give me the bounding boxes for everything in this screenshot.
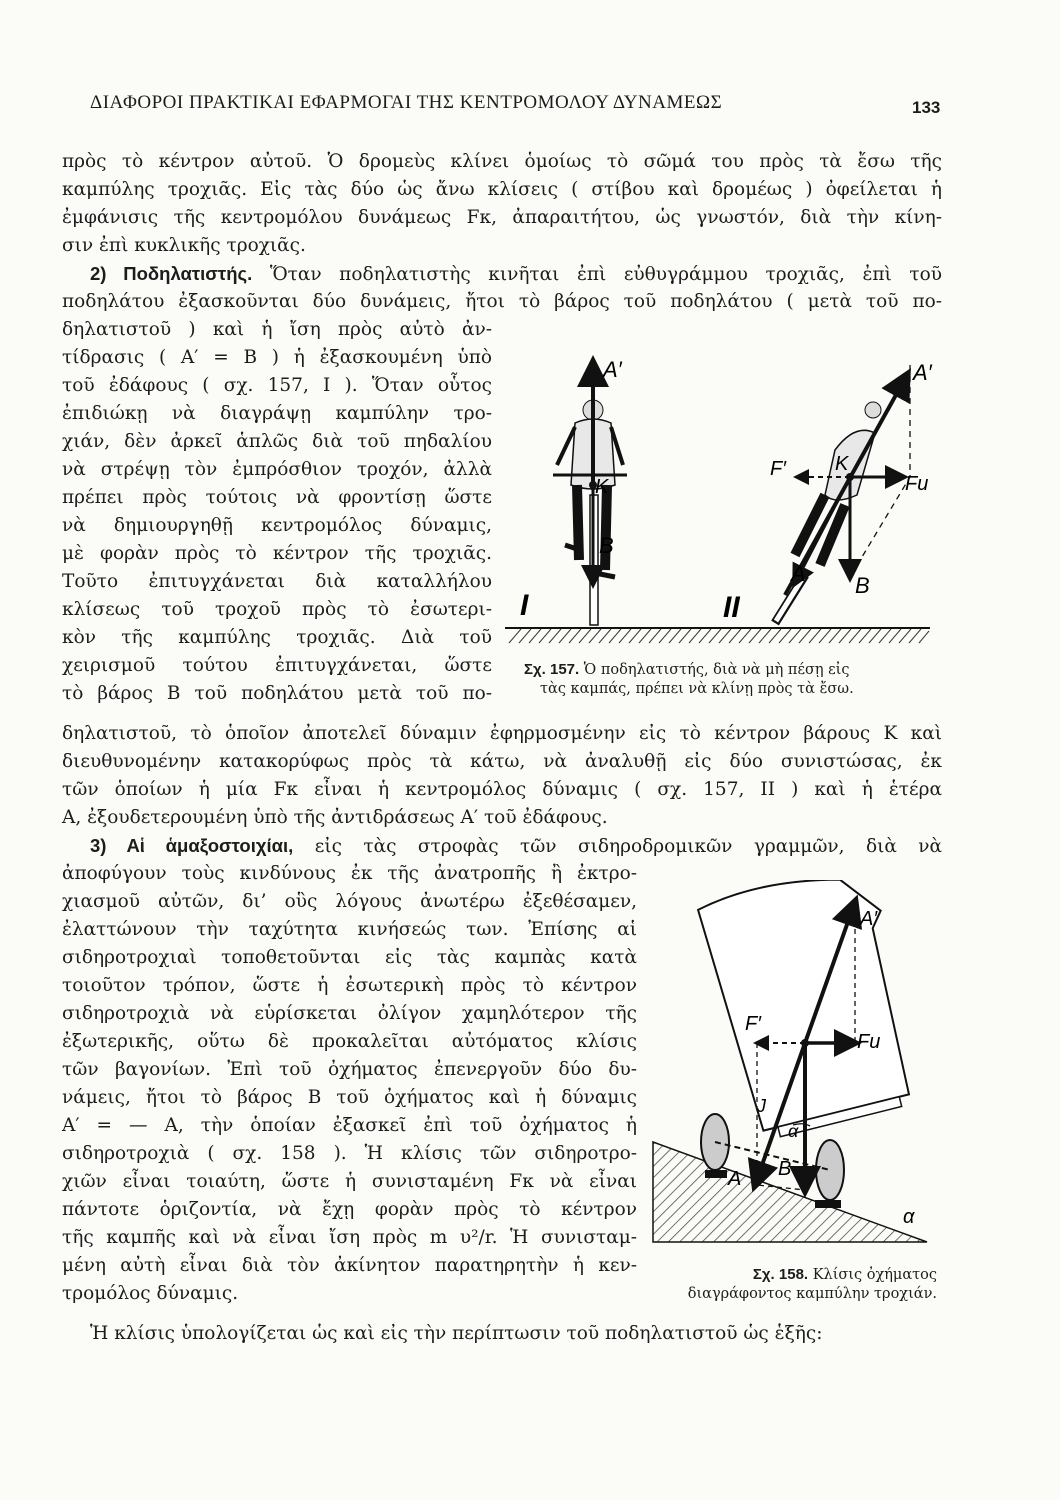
text-line: σιν ἐπὶ κυκλικῆς τροχιᾶς. xyxy=(62,235,306,256)
label-alpha-ground: α xyxy=(903,1206,915,1228)
text-line: ἀποφύγουν τοὺς κινδύνους ἐκ τῆς ἀνατροπῆς ἢ ἐκτρο- xyxy=(62,863,637,884)
text-line: Ἡ κλίσις ὑπολογίζεται ὡς καὶ εἰς τὴν περίπτωσιν τοῦ ποδηλατιστοῦ ὡς ἑξῆς: xyxy=(90,1323,823,1344)
caption-158-line-1: Κλίσις ὀχήματος xyxy=(812,1267,937,1283)
text-line: τοιοῦτον τρόπον, ὥστε ἡ ἐσωτερικὴ πρὸς τὸ κέντρον xyxy=(62,975,637,996)
label-b-1: B xyxy=(599,533,614,558)
text-line: τοῦ ἐδάφους ( σχ. 157, I ). Ὅταν οὗτος xyxy=(62,375,492,396)
text-line: ἐμφάνισις τῆς κεντρομόλου δυνάμεως Fκ, ἀπαραιτήτου, ὡς γνωστόν, διὰ τὴν κίνη- xyxy=(62,207,942,228)
caption-158 xyxy=(652,1265,937,1304)
text-line: τίδρασις ( A′ = B ) ἡ ἐξασκουμένη ὑπὸ xyxy=(62,347,492,368)
caption-157-number: Σχ. 157. xyxy=(524,661,580,678)
text-line: καμπύλης τροχιᾶς. Εἰς τὰς δύο ὡς ἄνω κλίσεις ( στίβου καὶ δρομέως ) ὀφείλεται ἡ xyxy=(62,179,942,200)
text-line: τῶν ὁποίων ἡ μία Fκ εἶναι ἡ κεντρομόλος δύναμις ( σχ. 157, II ) καὶ ἡ ἑτέρα xyxy=(62,779,942,800)
text-line: κὸν τῆς καμπύλης τροχιᾶς. Διὰ τοῦ xyxy=(62,627,492,648)
text-line: τῶν βαγονίων. Ἐπὶ τοῦ ὀχήματος ἐπενεργοῦν δύο δυ- xyxy=(62,1059,637,1080)
figure-158 xyxy=(645,880,940,1255)
label-j: J xyxy=(757,1096,766,1116)
section-2-heading: 2) Ποδηλατιστής. xyxy=(90,263,253,284)
text-line: χιῶν εἶναι τοιαύτη, ὥστε ἡ συνισταμένη Fκ νὰ εἶναι xyxy=(62,1171,637,1192)
label-k-1: K xyxy=(595,476,609,498)
label-alpha: α xyxy=(788,1121,799,1141)
text-line: τὸ βάρος B τοῦ ποδηλάτου μετὰ τοῦ πο- xyxy=(62,683,492,704)
label-a-prime-2: A′ xyxy=(913,360,932,385)
section-2-first-line xyxy=(90,262,942,287)
text-line: κλίσεως τοῦ τροχοῦ πρὸς τὸ ἐσωτερι- xyxy=(62,599,492,620)
text-line: μὲ φορὰν πρὸς τὸ κέντρον τῆς τροχιᾶς. xyxy=(62,543,492,564)
section-3-heading: 3) Αἱ ἁμαξοστοιχίαι, xyxy=(90,835,294,856)
text-line: σιδηροτροχιὰ νὰ εὑρίσκεται ὀλίγον χαμηλότερον τῆς xyxy=(62,1003,637,1024)
text-line: ποδηλάτου ἐξασκοῦνται δύο δυνάμεις, ἤτοι τὸ βάρος τοῦ ποδηλάτου ( μετὰ τοῦ πο- xyxy=(62,291,942,312)
text-line: χιασμοῦ αὐτῶν, δι’ οὓς λόγους ἀνωτέρω ἐξεθέσαμεν, xyxy=(62,891,637,912)
caption-157-line-2: τὰς καμπάς, πρέπει νὰ κλίνῃ πρὸς τὰ ἔσω. xyxy=(540,681,854,697)
label-roman-2: II xyxy=(723,591,740,624)
text-line: πρέπει πρὸς τούτοις νὰ φροντίσῃ ὥστε xyxy=(62,487,492,508)
text-line: τρομόλος δύναμις. xyxy=(62,1283,239,1304)
label-f-prime: F′ xyxy=(745,1013,761,1035)
section-2-text: Ὅταν ποδηλατιστὴς κινῆται ἐπὶ εὐθυγράμμου τροχιᾶς, ἐπὶ τοῦ xyxy=(269,264,942,285)
text-line: μένη αὐτὴ εἶναι διὰ τὸν ἀκίνητον παρατηρητὴν ἡ κεν- xyxy=(62,1255,637,1276)
label-a-prime: A′ xyxy=(860,908,878,930)
label-a-2: A xyxy=(791,561,806,586)
label-roman-1: I xyxy=(520,589,529,622)
text-line: σιδηροτροχιὰ ( σχ. 158 ). Ἡ κλίσις τῶν σιδηροτρο- xyxy=(62,1143,637,1164)
cyclist-upright-drawing xyxy=(553,400,627,625)
text-line: A, ἐξουδετερουμένη ὑπὸ τῆς ἀντιδράσεως A′ τοῦ ἐδάφους. xyxy=(62,807,608,828)
caption-158-number: Σχ. 158. xyxy=(752,1266,809,1283)
label-fu: Fu xyxy=(857,1031,881,1053)
text-line: νὰ στρέψῃ τὸν ἐμπρόσθιον τροχόν, ἀλλὰ xyxy=(62,459,492,480)
caption-157 xyxy=(524,660,944,699)
running-title: ΔΙΑΦΟΡΟΙ ΠΡΑΚΤΙΚΑΙ ΕΦΑΡΜΟΓΑΙ ΤΗΣ ΚΕΝΤΡΟΜΟΛΟΥ ΔΥΝΑΜΕΩΣ xyxy=(90,92,723,113)
caption-158-line-2: διαγράφοντος καμπύλην τροχιάν. xyxy=(687,1286,937,1302)
text-line: πάντοτε ὁριζοντία, νὰ ἔχῃ φορὰν πρὸς τὸ κέντρον xyxy=(62,1199,637,1220)
section-3-first-line xyxy=(90,834,942,859)
text-line: νὰ δημιουργηθῇ κεντρομόλος δύναμις, xyxy=(62,515,492,536)
text-line: τῆς καμπῆς καὶ νὰ εἶναι ἴση πρὸς m υ²/r. Ἡ συνισταμ- xyxy=(62,1227,637,1248)
label-a-prime-1: A′ xyxy=(603,357,622,382)
wagon-drawing xyxy=(697,880,928,1143)
text-line: ἐλαττώνουν τὴν ταχύτητα κινήσεώς των. Ἐπίσης αἱ xyxy=(62,919,637,940)
text-line: σιδηροτροχιαὶ τοποθετοῦνται εἰς τὰς καμπὰς κατὰ xyxy=(62,947,637,968)
label-fu: Fu xyxy=(905,473,929,495)
text-line: δηλατιστοῦ ) καὶ ἡ ἴση πρὸς αὐτὸ ἀν- xyxy=(62,319,492,340)
text-line: χιάν, δὲν ἀρκεῖ ἁπλῶς διὰ τοῦ πηδαλίου xyxy=(62,431,492,452)
text-line: A′ = — A, τὴν ὁποίαν ἐξασκεῖ ἐπὶ τοῦ ὀχήματος ἡ xyxy=(62,1115,637,1136)
text-line: πρὸς τὸ κέντρον αὐτοῦ. Ὁ δρομεὺς κλίνει ὁμοίως τὸ σῶμά του πρὸς τὰ ἔσω τῆς xyxy=(62,151,942,172)
label-k-2: K xyxy=(835,453,849,475)
label-b-2: B xyxy=(855,573,870,598)
text-line: νάμεις, ἤτοι τὸ βάρος B τοῦ ὀχήματος καὶ ἡ δύναμις xyxy=(62,1087,637,1108)
label-a: A xyxy=(728,1168,742,1190)
text-line: Τοῦτο ἐπιτυγχάνεται διὰ καταλλήλου xyxy=(62,571,492,592)
text-line: ἐξωτερικῆς, οὕτω δὲ προκαλεῖται αὐτόματος κλίσις xyxy=(62,1031,637,1052)
section-3-text: εἰς τὰς στροφὰς τῶν σιδηροδρομικῶν γραμμῶν, διὰ νὰ xyxy=(314,836,943,857)
text-line: διευθυνομένην κατακορύφως πρὸς τὰ κάτω, νὰ ἀναλυθῇ εἰς δύο συνιστώσας, ἐκ xyxy=(62,751,942,772)
figure-157 xyxy=(495,345,945,665)
label-f-prime: F′ xyxy=(770,458,786,480)
page-number: 133 xyxy=(912,98,941,117)
label-b: B xyxy=(778,1158,792,1180)
text-line: ἐπιδιώκῃ νὰ διαγράψῃ καμπύλην τρο- xyxy=(62,403,492,424)
text-line: χειρισμοῦ τούτου ἐπιτυγχάνεται, ὥστε xyxy=(62,655,492,676)
text-line: δηλατιστοῦ, τὸ ὁποῖον ἀποτελεῖ δύναμιν ἐφηρμοσμένην εἰς τὸ κέντρον βάρους K καὶ xyxy=(62,723,942,744)
caption-157-line-1: Ὁ ποδηλατιστής, διὰ νὰ μὴ πέσῃ εἰς xyxy=(583,662,850,678)
